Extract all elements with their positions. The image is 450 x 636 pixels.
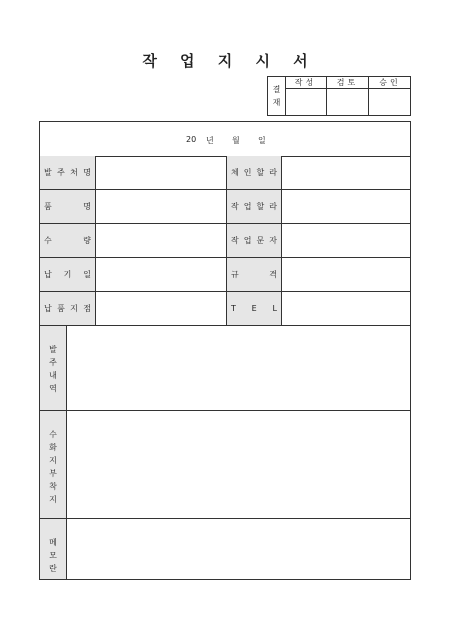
field-value-r2[interactable] <box>282 190 410 223</box>
label-char: 작 <box>231 236 239 245</box>
approval-column-header: 검토 <box>327 77 368 89</box>
label-char: 체 <box>231 168 239 177</box>
date-year: 20 <box>186 135 197 144</box>
label-char: 업 <box>243 202 252 211</box>
label-char: 지 <box>70 304 78 313</box>
label-char: 납 <box>44 304 52 313</box>
label-char: 점 <box>83 304 91 313</box>
label-char: 발 <box>49 345 57 354</box>
label-char: 인 <box>243 168 252 177</box>
label-char: 라 <box>269 202 277 211</box>
form-row-product <box>40 190 410 224</box>
label-char: E <box>251 304 257 313</box>
label-char: 작 <box>231 202 239 211</box>
approval-box <box>267 76 411 116</box>
label-char: 수 <box>49 430 57 439</box>
field-label-quantity <box>40 224 96 257</box>
approval-column-review[interactable] <box>327 77 369 115</box>
label-char: 할 <box>256 202 265 211</box>
field-label-orderer <box>40 156 96 189</box>
field-label-r3 <box>227 224 282 257</box>
field-value-r1[interactable] <box>282 156 410 189</box>
approval-column-author[interactable] <box>285 77 327 115</box>
field-value-delivery-point[interactable] <box>96 292 227 325</box>
label-char: 메 <box>49 538 57 547</box>
section-label-order-details <box>40 326 67 410</box>
approval-label-char: 결 <box>272 85 281 94</box>
label-char: 품 <box>57 304 65 313</box>
label-char: 모 <box>49 551 57 560</box>
label-char: 격 <box>269 270 277 279</box>
label-char: 처 <box>70 168 78 177</box>
date-month-unit: 월 <box>232 136 240 145</box>
form-row-orderer <box>40 156 410 190</box>
approval-label <box>268 77 286 115</box>
label-char: 지 <box>49 495 57 504</box>
field-label-r1 <box>227 156 282 189</box>
field-value-product[interactable] <box>96 190 227 223</box>
label-char: 일 <box>83 270 91 279</box>
field-label-product <box>40 190 96 223</box>
field-value-r3[interactable] <box>282 224 410 257</box>
work-order-form <box>39 121 411 580</box>
document-title: 작 업 지 시 서 <box>142 52 317 70</box>
label-char: 라 <box>269 168 277 177</box>
date-row[interactable] <box>40 122 410 157</box>
label-char: 규 <box>231 270 239 279</box>
label-char: 자 <box>269 236 277 245</box>
form-row-delivery <box>40 292 410 326</box>
label-char: 문 <box>256 236 265 245</box>
field-value-quantity[interactable] <box>96 224 227 257</box>
approval-column-approve[interactable] <box>369 77 411 115</box>
field-label-delivery-point <box>40 292 96 325</box>
label-char: 주 <box>57 168 65 177</box>
label-char: 화 <box>49 443 57 452</box>
section-order-details[interactable] <box>40 326 410 411</box>
field-label-due-date <box>40 258 96 291</box>
label-char: 업 <box>243 236 252 245</box>
section-memo[interactable] <box>40 519 410 579</box>
label-char: 납 <box>44 270 52 279</box>
label-char: 수 <box>44 236 52 245</box>
field-label-tel <box>227 292 282 325</box>
field-value-due-date[interactable] <box>96 258 227 291</box>
date-day-unit: 일 <box>258 136 266 145</box>
label-char: 량 <box>83 236 91 245</box>
section-consignee[interactable] <box>40 411 410 519</box>
label-char: 발 <box>44 168 52 177</box>
label-char: 지 <box>49 456 57 465</box>
label-char: 명 <box>83 168 91 177</box>
label-char: 착 <box>49 482 57 491</box>
section-label-consignee <box>40 411 67 518</box>
label-char: 역 <box>49 384 57 393</box>
approval-column-header: 승인 <box>369 77 411 89</box>
field-value-orderer[interactable] <box>96 156 227 189</box>
approval-label-char: 재 <box>272 98 281 107</box>
date-year-unit: 년 <box>206 136 214 145</box>
label-char: 할 <box>256 168 265 177</box>
label-char: L <box>272 304 277 313</box>
label-char: 명 <box>83 202 91 211</box>
label-char: T <box>231 304 236 313</box>
section-label-memo <box>40 519 67 579</box>
field-label-spec <box>227 258 282 291</box>
label-char: 란 <box>49 564 57 573</box>
form-row-due-date <box>40 258 410 292</box>
form-row-quantity <box>40 224 410 258</box>
label-char: 품 <box>44 202 52 211</box>
label-char: 기 <box>63 270 72 279</box>
label-char: 주 <box>49 358 57 367</box>
label-char: 내 <box>49 371 57 380</box>
field-value-spec[interactable] <box>282 258 410 291</box>
field-value-tel[interactable] <box>282 292 410 325</box>
approval-column-header: 작성 <box>285 77 326 89</box>
label-char: 부 <box>49 469 57 478</box>
field-label-r2 <box>227 190 282 223</box>
